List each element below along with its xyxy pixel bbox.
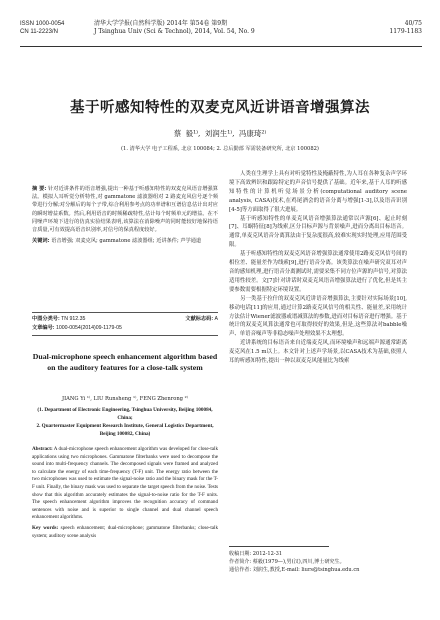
body-paragraph: 另一类基于拉什的双麦克风近讲语音增强算法,主要针对实际场景[10],移动电话[11]的应用,通过计算2路麦克风信号的相关性、能量差,采用统计方法估计Wiener滤波器或谱减算法的参数,进而对目标语音进行增强。基于统计的双麦克风算法通常也可取得较好的效果,但是,这些算法对babble噪声、单语音噪声等非稳态噪声处理效果不太理想。: [229, 295, 407, 338]
abstract-en-text: A dual-microphone speech enhancement algorithm was developed for close-talk applications using two microphones. Gammatone filterbanks were used to decompose the sound into multi-frequency channels. The decomposed signals were framed and analyzed to calculate the energy of each time-frequency (T-F) unit. The energy ratio between the two microphones was used to estimate the signal-noise ratio and the binary mask for the T-F unit. Finally, the binary mask was used to separate the target speech from the noise. Tests show that this algorithm accurately estimates the signal-to-noise ratio for the T-F units. The speech enhancement algorithm improves the recognition accuracy of command sentences with noise and is superior to single channel and dual channel speech enhancement algorithms.: [32, 446, 218, 521]
paper-title-en: Dual-microphone speech enhancement algorithm based on the auditory features for a close-talk system: [32, 352, 218, 372]
header-cn: CN 11-2223/N: [20, 29, 58, 35]
doc-value: A: [214, 316, 218, 322]
footnote-rule: [229, 546, 329, 547]
abstract-cn: [32, 185, 218, 245]
paper-authors-en: JIANG Yi ¹⁾, LIU Runsheng ¹⁾, FENG Zhenrong ²⁾: [62, 396, 188, 402]
keywords-en-label: Key words:: [32, 524, 59, 531]
header-issn: ISSN 1000-0054: [20, 21, 65, 27]
clc-value: TN 912.35: [61, 316, 86, 322]
keywords-cn-text: 语音增强; 双麦克风; gammatone 滤波器组; 近讲条件; 声学通道: [51, 238, 202, 245]
meta-row-2: [32, 325, 218, 332]
running-header: [20, 20, 422, 46]
doc-label: 文献标志码:: [185, 316, 214, 322]
paper-affiliation-en: [30, 406, 220, 438]
footnote-contact: 通信作者: 刘润生,教授,E-mail: liurs@tsinghua.edu.cn: [229, 566, 360, 573]
body-paragraph: 基于听感知特性的单麦克风语音增强算法通常以声源[6]、起止时刻[7]、耳蜗特征[8]为线索,区分目标声源与背景噪声,进而分离出目标语音。通常,单麦克风语音分离算法由于复杂度很高,较难实现实时处理,应用范围受限。: [229, 215, 407, 249]
meta-row-1: [32, 316, 218, 323]
abstract-en: [32, 446, 218, 540]
header-pages-a: 40/75: [404, 20, 422, 27]
meta-rule-top: [32, 312, 218, 313]
affiliation-en-line: (1. Department of Electronic Engineering, Tsinghua University, Beijing 100084, China;: [37, 407, 213, 421]
header-rule: [20, 46, 422, 47]
header-journal-block: [94, 20, 255, 36]
paper-title: 基于听感知特性的双麦克风近讲语音增强算法: [70, 100, 370, 116]
body-text-cn: [229, 170, 407, 366]
header-pages-block: [389, 20, 422, 36]
header-pages-b: 1179-1183: [389, 28, 422, 35]
article-label: 文章编号:: [32, 325, 55, 331]
doc-code: [185, 316, 218, 323]
meta-rule-bottom: [32, 335, 218, 336]
affiliation-en-line: 2. Quartermaster Equipment Research Institute, General Logistics Department, Beijing 100082, China): [36, 423, 214, 437]
footnote-received: 收稿日期: 2012-12-31: [229, 551, 283, 557]
clc-label: 中图分类号:: [32, 316, 60, 322]
body-paragraph: 人类在生理学上具有对听觉特性及掩蔽特性,为人耳在各种复杂声学环境下高效辨识和跟踪特定的声音信号提供了基础。近年来,基于人耳的听感知特性的计算机听觉场景分析(computational auditory scene analysis, CASA)技术,在鸡尾酒会的语音分离与增强[1-3],以及语音识别[4-5]等方面取得了很大进展。: [229, 171, 407, 213]
paper-affiliation: (1. 清华大学 电子工程系, 北京 100084; 2. 总后勤部 军需装备研究所, 北京 100082): [121, 146, 319, 152]
header-journal-en: J Tsinghua Univ (Sci & Technol), 2014, Vol. 54, No. 9: [94, 28, 255, 35]
abstract-cn-text: 针对近讲条件的语音增强,提出一种基于听感知特性的双麦克风语音增强算法。模拟人耳听觉分析特性,对 gammatone 滤波器组对 2 路麦克风信号逐个频带进行分解;对分解后的每个子带,综合利用参考点的功率谱和互谱信息估计出对应的瞬时增益系数。然后,利用语音的时频稀疏特性,估计每个时频单元的增益。在不同噪声环境下进行的仿真实验结果表明,该算法在消除噪声的同时能较好地保持语音质量,可有效提高语音识别率,对信号的保真程度较好。: [32, 186, 218, 234]
footnotes: [229, 551, 407, 574]
keywords-en-text: speech enhancement; dual-microphone; gammatone filterbanks; close-talk system; auditory scene analysis: [32, 524, 219, 539]
header-journal-cn: 清华大学学报(自然科学版) 2014年 第54卷 第9期: [94, 20, 228, 27]
body-paragraph: 基于听感知特性的双麦克风语音增强算法通常使用2路麦克风信号间的相位差、能量差作为线索[9],进行语音分离。该类算法在噪声研究双耳对声音的感知机理,进行语音分离测试时,需要采集不同方位声源的声信号,对算法适用性较差。文[7]针对讲话时双麦克风语音增强算法进行了优化,但是其主要参数需要根据特定环境设置。: [229, 251, 407, 293]
paper-authors: 蔡 毅¹⁾, 刘润生¹⁾, 冯康琦²⁾: [173, 129, 267, 138]
body-paragraph: 近讲系统的目标语音来自近端麦克风,而环境噪声和远端声源通常距离麦克风在1.5 m以上。本文针对上述声学场景,以CASA技术为基础,依照人耳的听感知特性,提出一种以双麦克风能量比为线索: [229, 340, 407, 365]
header-issn-block: [20, 20, 64, 36]
abstract-cn-label: 摘 要:: [32, 186, 47, 192]
footnote-author: 作者简介: 蔡毅(1979—),男(汉),四川,博士研究生。: [229, 558, 345, 565]
article-value: 1000-0054(2014)09-1179-05: [55, 325, 122, 331]
keywords-en: [32, 525, 218, 540]
keywords-cn-label: 关键词:: [32, 238, 50, 245]
abstract-en-label: Abstract:: [32, 446, 53, 452]
keywords-cn: [32, 237, 218, 245]
